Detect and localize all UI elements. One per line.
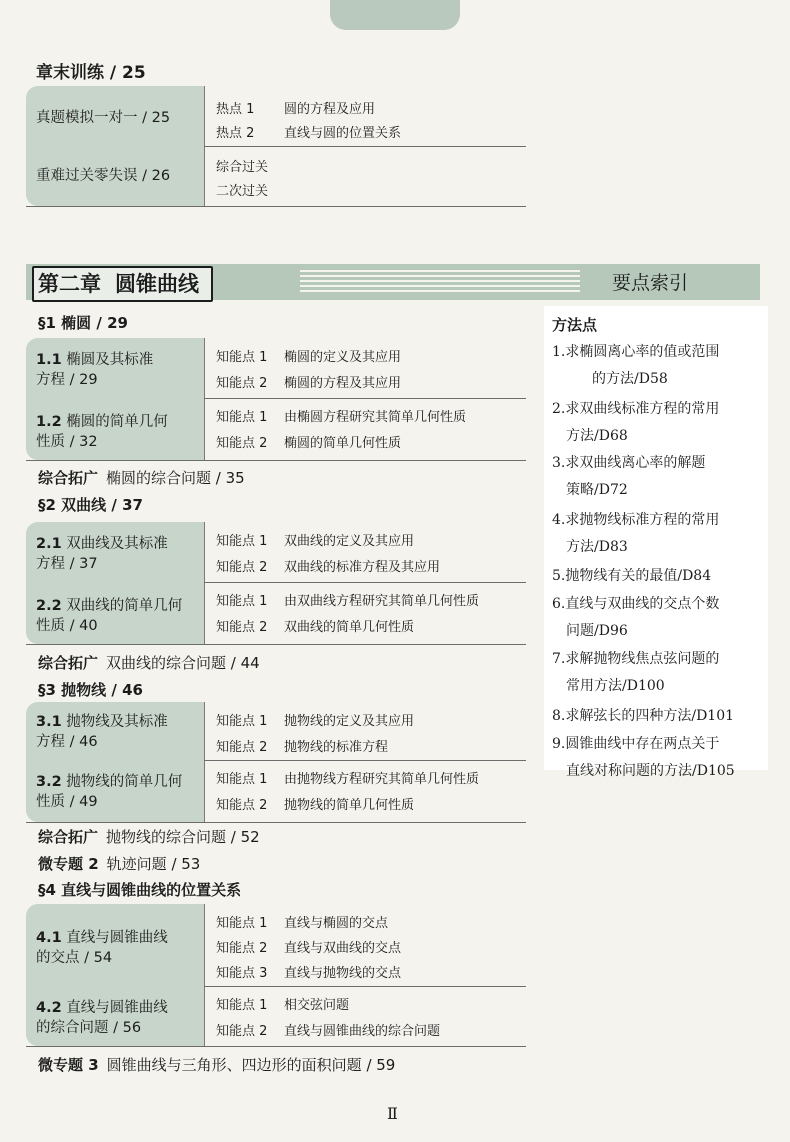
list-item: 热点 2 直线与圆的位置关系 [216,126,402,141]
row-title: 2.1 双曲线及其标准 方程 / 37 [36,536,168,572]
index-line: 策略/D72 [566,482,628,498]
section-block [26,904,526,1047]
list-item: 知能点 3 直线与抛物线的交点 [216,966,402,981]
list-item: 知能点 2 直线与圆锥曲线的综合问题 [216,1024,441,1039]
section-heading: §4 直线与圆锥曲线的位置关系 [38,881,242,899]
row-title: 真题模拟一对一 / 25 [36,110,171,126]
list-item: 知能点 2 抛物线的标准方程 [216,740,389,755]
list-item: 知能点 1 由椭圆方程研究其简单几何性质 [216,410,467,425]
list-item: 知能点 1 由双曲线方程研究其简单几何性质 [216,594,480,609]
index-line: 7.求解抛物线焦点弦问题的 [552,651,720,667]
row-title: 4.1 直线与圆锥曲线 的交点 / 54 [36,930,168,966]
index-line: 方法/D68 [566,428,628,444]
extra-topic: 综合拓广 抛物线的综合问题 / 52 [38,828,260,846]
index-subtitle: 方法点 [552,316,598,334]
extra-topic: 微专题 2 轨迹问题 / 53 [38,855,201,873]
page-number: Ⅱ [387,1104,398,1123]
index-line: 直线对称问题的方法/D105 [566,763,735,779]
list-item: 知能点 1 相交弦问题 [216,998,350,1013]
index-line: 方法/D83 [566,539,628,555]
index-line: 常用方法/D100 [566,678,665,694]
chapter-end-heading: 章末训练 / 25 [36,63,146,83]
index-title: 要点索引 [612,272,689,294]
row-title: 3.2 抛物线的简单几何 性质 / 49 [36,774,183,810]
chapter-title: 第二章 圆锥曲线 [32,266,213,302]
list-item: 知能点 2 双曲线的简单几何性质 [216,620,415,635]
extra-topic: 综合拓广 椭圆的综合问题 / 35 [38,469,245,487]
top-tab-decoration [330,0,460,30]
section-heading: §1 椭圆 / 29 [38,314,128,332]
row-title: 4.2 直线与圆锥曲线 的综合问题 / 56 [36,1000,168,1036]
row-title: 1.2 椭圆的简单几何 性质 / 32 [36,414,168,450]
chapter-end-block [26,86,526,207]
extra-topic: 微专题 3 圆锥曲线与三角形、四边形的面积问题 / 59 [38,1056,396,1074]
list-item: 知能点 1 抛物线的定义及其应用 [216,714,415,729]
list-item: 知能点 2 椭圆的简单几何性质 [216,436,402,451]
index-line: 4.求抛物线标准方程的常用 [552,512,720,528]
index-line: 1.求椭圆离心率的值或范围 [552,344,720,360]
list-item: 知能点 1 直线与椭圆的交点 [216,916,389,931]
row-title: 1.1 椭圆及其标准 方程 / 29 [36,352,154,388]
row-title: 2.2 双曲线的简单几何 性质 / 40 [36,598,183,634]
list-item: 热点 1 圆的方程及应用 [216,102,376,117]
section-block [26,702,526,823]
list-item: 知能点 1 由抛物线方程研究其简单几何性质 [216,772,480,787]
index-line: 问题/D96 [566,623,628,639]
index-line: 6.直线与双曲线的交点个数 [552,596,720,612]
list-item: 知能点 1 椭圆的定义及其应用 [216,350,402,365]
list-item: 知能点 2 双曲线的标准方程及其应用 [216,560,441,575]
row-title: 重难过关零失误 / 26 [36,168,171,184]
decorative-lines [300,270,580,294]
list-item: 综合过关 [216,160,269,175]
row-title: 3.1 抛物线及其标准 方程 / 46 [36,714,168,750]
index-line: 8.求解弦长的四种方法/D101 [552,708,735,724]
section-heading: §3 抛物线 / 46 [38,681,143,699]
index-line: 3.求双曲线离心率的解题 [552,455,706,471]
index-line: 的方法/D58 [592,371,668,387]
index-line: 5.抛物线有关的最值/D84 [552,568,712,584]
list-item: 知能点 2 抛物线的简单几何性质 [216,798,415,813]
list-item: 知能点 2 椭圆的方程及其应用 [216,376,402,391]
section-block [26,522,526,645]
list-item: 二次过关 [216,184,269,199]
list-item: 知能点 2 直线与双曲线的交点 [216,941,402,956]
index-line: 2.求双曲线标准方程的常用 [552,401,720,417]
section-heading: §2 双曲线 / 37 [38,496,143,514]
section-block [26,338,526,461]
extra-topic: 综合拓广 双曲线的综合问题 / 44 [38,654,260,672]
list-item: 知能点 1 双曲线的定义及其应用 [216,534,415,549]
index-line: 9.圆锥曲线中存在两点关于 [552,736,720,752]
